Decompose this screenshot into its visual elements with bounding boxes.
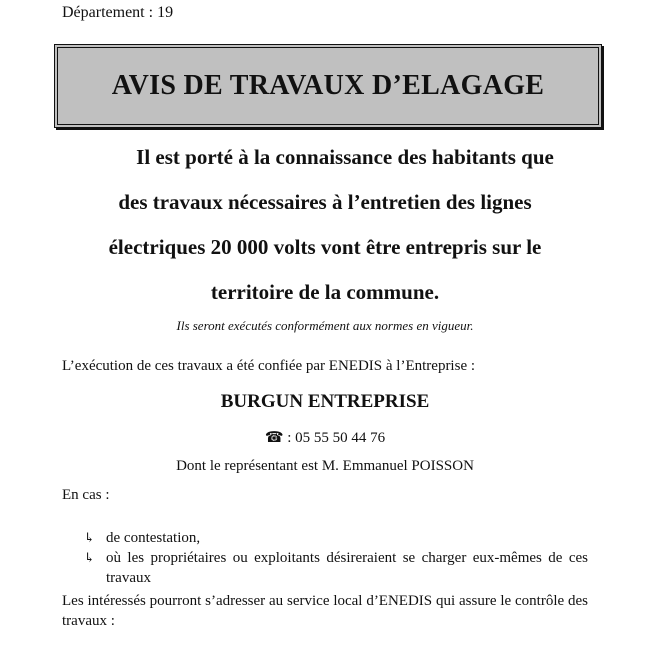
arrow-bullet-icon: ↳ bbox=[84, 530, 95, 545]
phone-line bbox=[62, 428, 588, 447]
lead-line: des travaux nécessaires à l’entretien des lignes bbox=[118, 190, 532, 214]
telephone-icon: ☎ bbox=[264, 430, 284, 446]
lead-paragraph bbox=[62, 135, 588, 315]
arrow-bullet-icon: ↳ bbox=[84, 550, 95, 565]
list-item: ↳ où les propriétaires ou exploitants désireraient se charger eux-mêmes de ces travaux bbox=[84, 550, 588, 586]
page-title: AVIS DE TRAVAUX D’ELAGAGE bbox=[111, 70, 545, 101]
list-item: ↳ de contestation, bbox=[84, 530, 201, 546]
lead-line: électriques 20 000 volts vont être entrepris sur le bbox=[108, 235, 542, 259]
representative-text: Dont le représentant est M. Emmanuel POISSON bbox=[176, 458, 474, 474]
company-name: BURGUN ENTREPRISE bbox=[220, 391, 430, 412]
norms-note: Ils seront exécutés conformément aux normes en vigueur. bbox=[176, 318, 474, 333]
lead-line: territoire de la commune. bbox=[210, 280, 440, 304]
en-cas-label: En cas : bbox=[62, 487, 110, 503]
lead-line: Il est porté à la connaissance des habitants que bbox=[136, 145, 554, 169]
title-box bbox=[54, 44, 602, 128]
closing-text: Les intéressés pourront s’adresser au service local d’ENEDIS qui assure le contrôle des travaux : bbox=[62, 593, 588, 629]
phone-number: : 05 55 50 44 76 bbox=[283, 430, 386, 446]
execution-text: L’exécution de ces travaux a été confiée par ENEDIS à l’Entreprise : bbox=[62, 358, 476, 374]
department-label: Département : 19 bbox=[62, 4, 174, 21]
conditions-list bbox=[84, 528, 588, 588]
